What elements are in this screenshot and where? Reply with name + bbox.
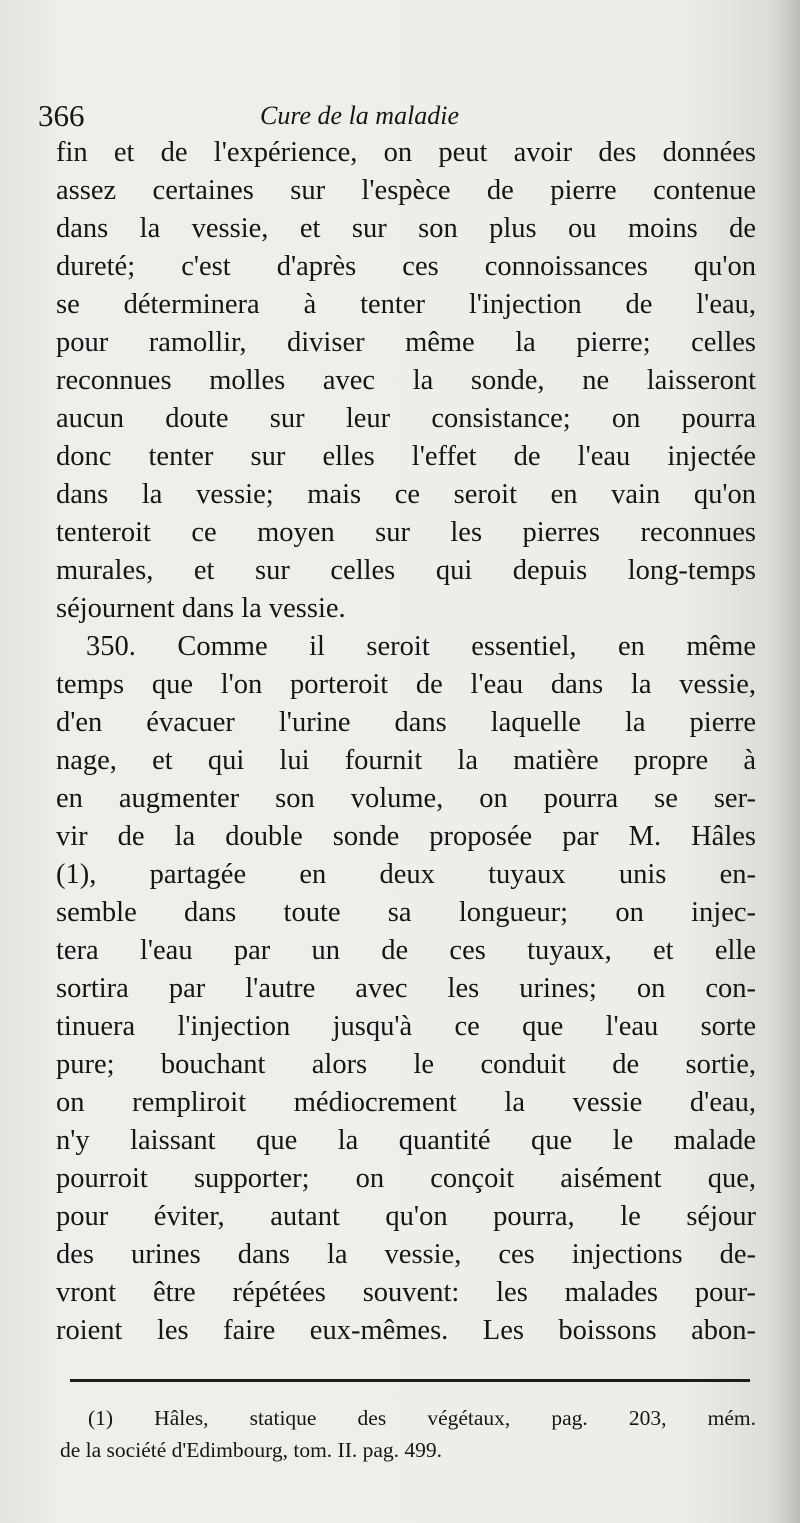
text-line: temps que l'on porteroit de l'eau dans la vessie,: [56, 669, 756, 700]
page-number: 366: [38, 98, 85, 133]
body-text: [56, 134, 756, 1350]
footnote: [60, 1402, 756, 1466]
text-line: pour ramollir, diviser même la pierre; celles: [56, 327, 756, 358]
paragraph-start-line: 350. Comme il seroit essentiel, en même: [86, 631, 756, 662]
text-line: vir de la double sonde proposée par M. Hâles: [56, 821, 756, 852]
text-line: nage, et qui lui fournit la matière propre à: [56, 745, 756, 776]
text-line: en augmenter son volume, on pourra se ser-: [56, 783, 756, 814]
text-line: semble dans toute sa longueur; on injec-: [56, 897, 756, 928]
text-line: fin et de l'expérience, on peut avoir des données: [56, 137, 756, 168]
text-line: se déterminera à tenter l'injection de l'eau,: [56, 289, 756, 320]
text-line: n'y laissant que la quantité que le malade: [56, 1125, 756, 1156]
text-line: tera l'eau par un de ces tuyaux, et elle: [56, 935, 756, 966]
text-line: murales, et sur celles qui depuis long-temps: [56, 555, 756, 586]
text-line: donc tenter sur elles l'effet de l'eau injectée: [56, 441, 756, 472]
paragraph-end-line: séjournent dans la vessie.: [56, 593, 346, 624]
running-title: Cure de la maladie: [260, 101, 460, 130]
page-gutter-shadow: [776, 0, 800, 1523]
text-line: pure; bouchant alors le conduit de sortie,: [56, 1049, 756, 1080]
text-line: vront être répétées souvent: les malades pour-: [56, 1277, 756, 1308]
text-line: assez certaines sur l'espèce de pierre contenue: [56, 175, 756, 206]
text-line: tinuera l'injection jusqu'à ce que l'eau sorte: [56, 1011, 756, 1042]
text-line: (1), partagée en deux tuyaux unis en-: [56, 859, 756, 890]
footnote-rule: [70, 1379, 750, 1382]
text-line: on rempliroit médiocrement la vessie d'eau,: [56, 1087, 756, 1118]
text-line: pour éviter, autant qu'on pourra, le séjour: [56, 1201, 756, 1232]
text-line: pourroit supporter; on conçoit aisément que,: [56, 1163, 756, 1194]
text-line: aucun doute sur leur consistance; on pourra: [56, 403, 756, 434]
text-line: dans la vessie, et sur son plus ou moins de: [56, 213, 756, 244]
text-line: dans la vessie; mais ce seroit en vain qu'on: [56, 479, 756, 510]
text-line: tenteroit ce moyen sur les pierres reconnues: [56, 517, 756, 548]
footnote-line: (1) Hâles, statique des végétaux, pag. 203, mém.: [88, 1406, 756, 1430]
text-line: roient les faire eux-mêmes. Les boissons abon-: [56, 1315, 756, 1346]
text-line: reconnues molles avec la sonde, ne laisseront: [56, 365, 756, 396]
text-line: des urines dans la vessie, ces injections de-: [56, 1239, 756, 1270]
text-line: dureté; c'est d'après ces connoissances qu'on: [56, 251, 756, 282]
text-line: sortira par l'autre avec les urines; on con-: [56, 973, 756, 1004]
text-line: d'en évacuer l'urine dans laquelle la pierre: [56, 707, 756, 738]
footnote-line: de la société d'Edimbourg, tom. II. pag. 499.: [60, 1438, 443, 1462]
